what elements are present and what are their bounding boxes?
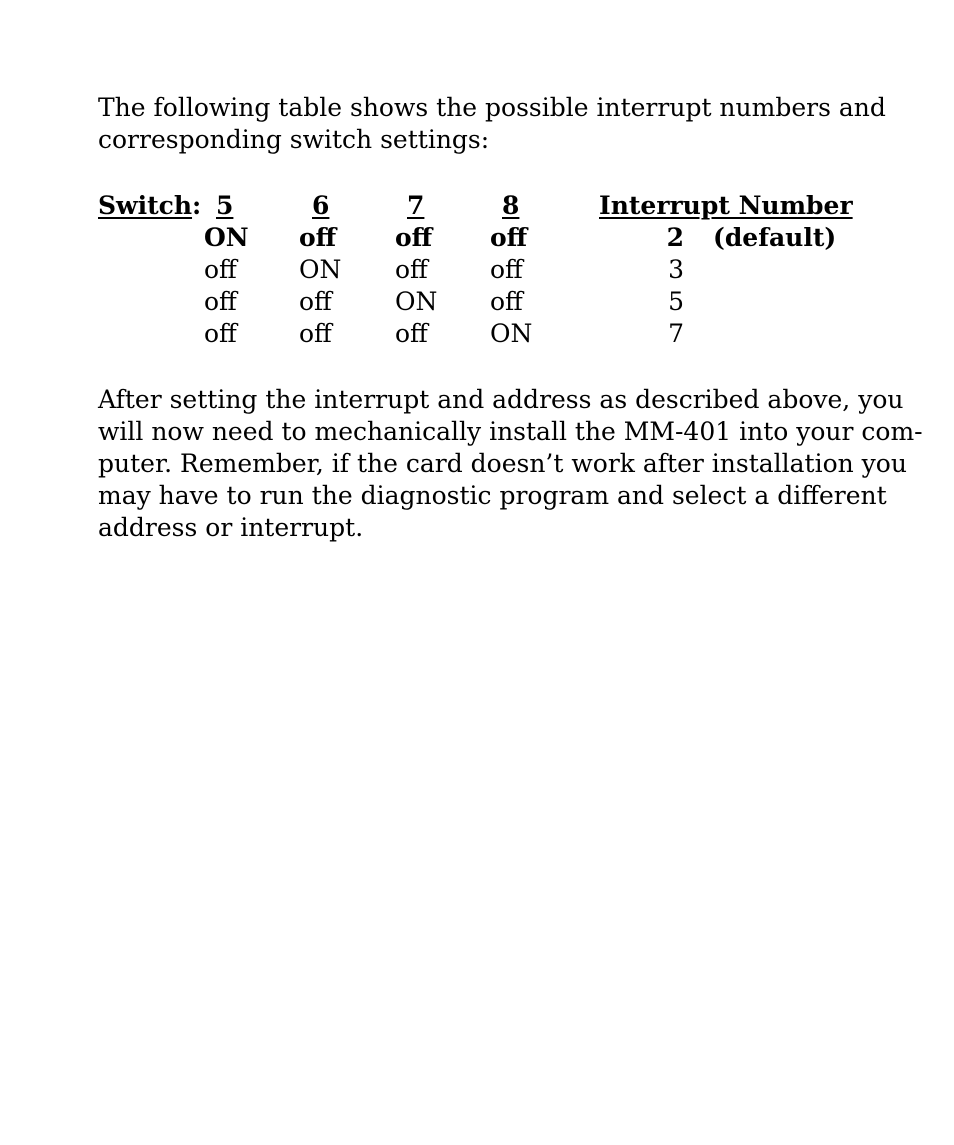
table-cell: off [395,255,428,284]
interrupt-number: 2 [666,223,684,252]
interrupt-number: 7 [668,319,684,348]
table-cell: off [395,319,428,348]
intro-line: The following table shows the possible interrupt numbers and [98,93,886,122]
table-cell: ON [204,223,249,252]
body-line: may have to run the diagnostic program and select a different [98,481,887,510]
column-header-8: 8 [502,191,520,220]
body-line: address or interrupt. [98,513,364,542]
switch-label-colon: : [192,191,202,220]
table-cell: ON [490,319,533,348]
default-note: (default) [713,223,837,252]
body-line: After setting the interrupt and address as described above, you [98,385,904,414]
column-header-5: 5 [216,191,234,220]
column-header-6: 6 [312,191,330,220]
table-cell: off [204,255,237,284]
table-cell: off [490,255,523,284]
body-line: puter. Remember, if the card doesn’t work after installation you [98,449,907,478]
switch-label-group [98,190,201,222]
interrupt-number-header: Interrupt Number [599,191,853,220]
table-cell: off [204,287,237,316]
table-cell: off [299,287,332,316]
table-cell: off [490,223,528,252]
table-cell: off [490,287,523,316]
table-cell: off [204,319,237,348]
body-line: will now need to mechanically install the MM-401 into your com- [98,417,923,446]
table-cell: ON [299,255,342,284]
table-cell: off [299,319,332,348]
interrupt-number: 3 [668,255,684,284]
intro-line: corresponding switch settings: [98,125,490,154]
table-cell: off [299,223,337,252]
table-cell: off [395,223,433,252]
column-header-7: 7 [407,191,425,220]
interrupt-number: 5 [668,287,684,316]
switch-label: Switch [98,191,193,220]
table-cell: ON [395,287,438,316]
